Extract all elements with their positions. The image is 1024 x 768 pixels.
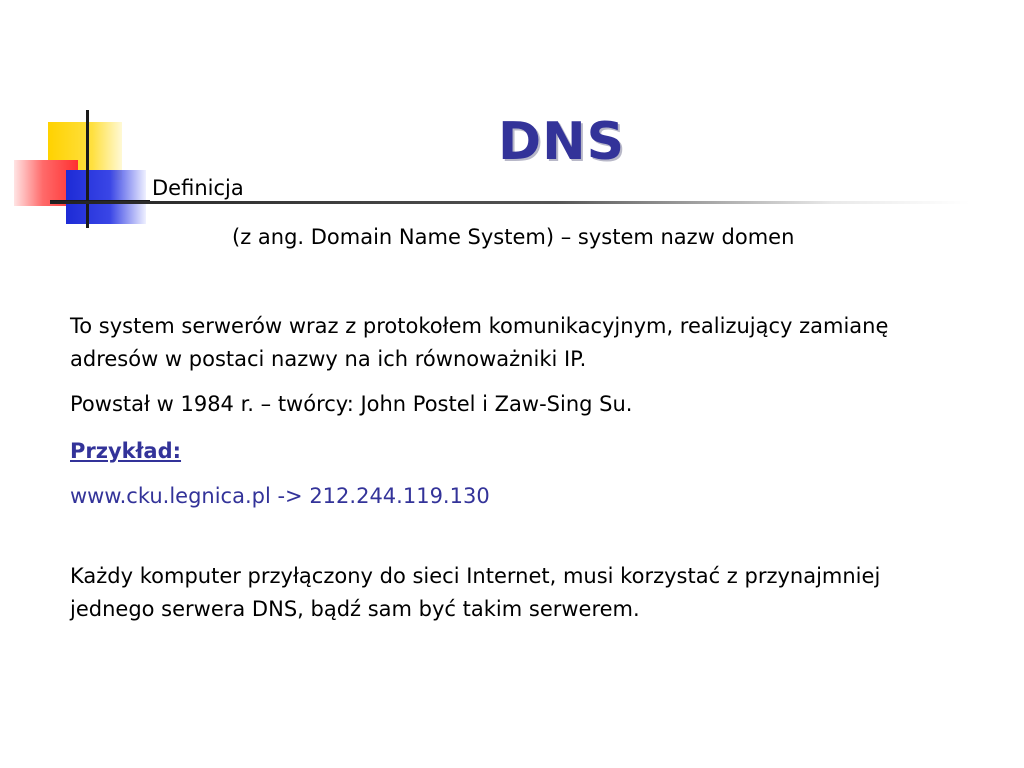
decor-blue-square (66, 170, 146, 224)
description-paragraph: To system serwerów wraz z protokołem komunikacyjnym, realizujący zamianę adresów w postaci nazwy na ich równoważniki IP. (70, 314, 889, 371)
decor-vertical-line (86, 110, 89, 228)
history-paragraph: Powstał w 1984 r. – twórcy: John Postel i Zaw-Sing Su. (70, 392, 633, 416)
corner-decoration (0, 0, 160, 240)
definition-text: (z ang. Domain Name System) – system nazw domen (232, 225, 795, 249)
example-link[interactable]: Przykład: (70, 439, 182, 463)
slide-title: DNS (498, 112, 626, 172)
dns-requirement-paragraph: Każdy komputer przyłączony do sieci Internet, musi korzystać z przynajmniej jednego serwera DNS, bądź sam być takim serwerem. (70, 564, 881, 621)
title-divider (50, 201, 970, 204)
example-value: www.cku.legnica.pl -> 212.244.119.130 (70, 484, 490, 508)
subtitle-label: Definicja (152, 176, 244, 200)
